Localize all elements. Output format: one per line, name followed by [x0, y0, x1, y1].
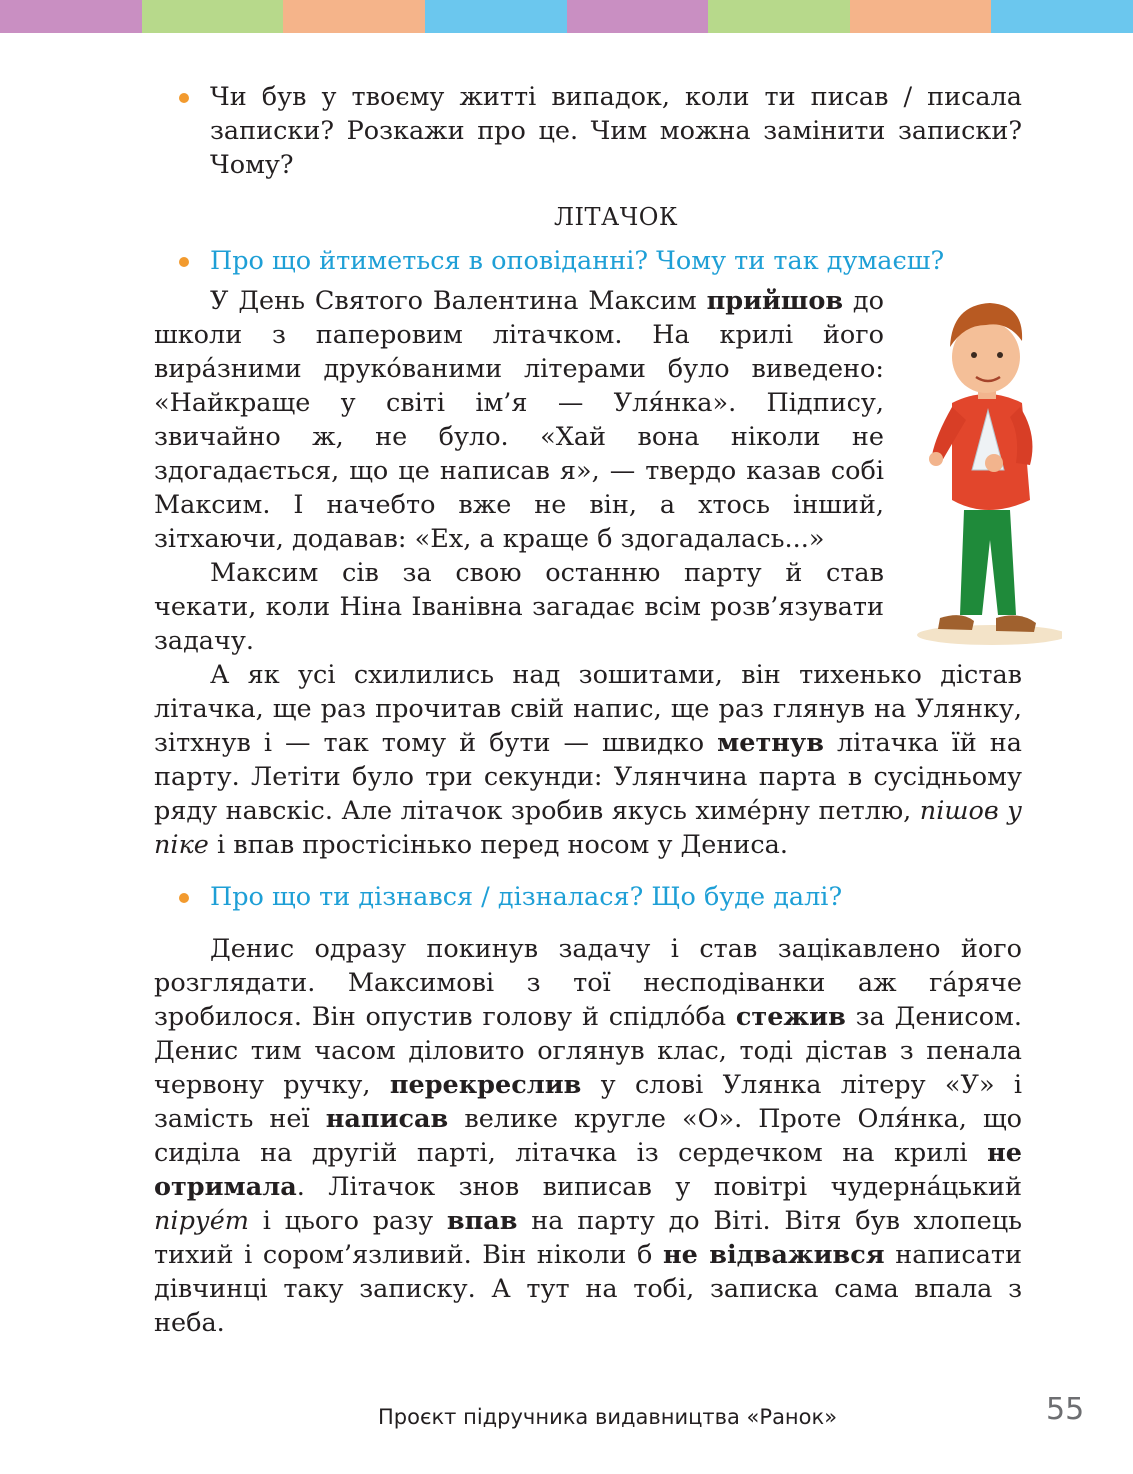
- p3-text-a: А як усі схилились над зошитами, він тихенько дістав літачка, ще раз прочитав свій напис, ще раз глянув на Улянку, зітхнув і — так тому й бути — швидко: [154, 660, 1022, 758]
- question-before-reading: [154, 244, 1022, 278]
- bullet-dot-icon: [179, 93, 189, 103]
- p4-bold-6: не відважився: [662, 1240, 885, 1270]
- question-after-text: Про що ти дізнався / дізналася? Що буде далі?: [210, 882, 843, 912]
- p4-bold-3: написав: [325, 1104, 449, 1134]
- stripe-2: [142, 0, 284, 33]
- paragraph-3: [154, 658, 1022, 862]
- intro-question-text: Чи був у твоєму житті випадок, коли ти писав / писала записки? Розкажи про це. Чим можна замінити записки? Чому?: [210, 82, 1022, 180]
- intro-question: [154, 80, 1022, 182]
- top-color-stripes: [0, 0, 1133, 33]
- text-beside-illustration: [154, 284, 1022, 658]
- right-hand: [985, 454, 1003, 472]
- p1-text-a: У День Святого Валентина Максим: [210, 286, 707, 316]
- boy-with-paper-airplane-illustration: [912, 285, 1062, 645]
- green-trousers: [960, 510, 1016, 615]
- right-shoe: [996, 615, 1036, 632]
- stripe-7: [850, 0, 992, 33]
- p4-bold-2: перекреслив: [389, 1070, 582, 1100]
- p4-text-k: і цього разу: [248, 1206, 447, 1236]
- p4-text-m: на парту до Віті. Вітя був хлопець тихий і сором’язливий. Він ніколи б: [154, 1206, 1022, 1270]
- stripe-6: [708, 0, 850, 33]
- stripe-5: [567, 0, 709, 33]
- story-title: ЛІТАЧОК: [554, 203, 678, 231]
- left-hand: [929, 452, 943, 466]
- p1-text-c: до школи з паперовим літачком. На крилі його вира́зними друко́ваними літерами було виведено: «Найкраще у світі ім’я — Уля́нка». Підпису, звичайно ж, не було. «Хай вона ніколи не здогадається, що це написав я», — твердо казав собі Максим. І начебто вже не він, а хтось інший, зітхаючи, додавав: «Ех, а краще б здогадалась...»: [154, 286, 884, 554]
- p3-text-e: і впав простісінько перед носом у Дениса.: [208, 830, 788, 860]
- page-content: [154, 80, 1022, 1340]
- p4-text-a: Денис одразу покинув задачу і став зацікавлено його розглядати. Максимові з тої несподіванки аж га́ряче зробилося. Він опустив голову й спідло́ба: [154, 934, 1022, 1032]
- p4-bold-1: стежив: [735, 1002, 846, 1032]
- left-shoe: [938, 615, 974, 630]
- p4-bold-4: не отримала: [154, 1138, 1022, 1202]
- stripe-4: [425, 0, 567, 33]
- left-eye: [971, 352, 977, 358]
- p4-italic-1: піруе́т: [154, 1206, 249, 1236]
- p4-text-c: за Денисом. Денис тим часом діловито оглянув клас, тоді дістав з пенала червону ручку,: [154, 1002, 1022, 1100]
- stripe-8: [991, 0, 1133, 33]
- paragraph-1: [154, 284, 884, 556]
- question-before-text: Про що йтиметься в оповіданні? Чому ти так думаєш?: [210, 246, 945, 276]
- p3-italic-1: пішов у піке: [154, 796, 1022, 860]
- p4-text-o: написати дівчинці таку записку. А тут на тобі, записка сама впала з неба.: [154, 1240, 1022, 1338]
- p3-bold-1: метнув: [717, 728, 824, 758]
- paragraph-2: Максим сів за свою останню парту й став чекати, коли Ніна Іванівна загадає всім розв’язувати задачу.: [154, 558, 884, 656]
- right-eye: [997, 352, 1003, 358]
- bullet-dot-icon: [179, 257, 189, 267]
- p1-bold-1: прийшов: [706, 286, 844, 316]
- page-number: 55: [1046, 1392, 1085, 1427]
- footer-publisher-text: Проєкт підручника видавництва «Ранок»: [378, 1405, 838, 1429]
- p4-text-g: велике кругле «О». Проте Оля́нка, що сиділа на другій парті, літачка із сердечком на крилі: [154, 1104, 1023, 1168]
- p4-bold-5: впав: [446, 1206, 518, 1236]
- stripe-1: [0, 0, 142, 33]
- bullet-dot-icon: [179, 893, 189, 903]
- p4-text-i: . Літачок знов виписав у повітрі чудерна́цький: [296, 1172, 1022, 1202]
- paragraph-4: [154, 932, 1022, 1340]
- question-after-reading: [154, 880, 1022, 914]
- p4-text-e: у слові Улянка літеру «У» і замість неї: [154, 1070, 1022, 1134]
- stripe-3: [283, 0, 425, 33]
- p3-text-c: літачка їй на парту. Летіти було три секунди: Улянчина парта в сусідньому ряду навскіс. Але літачок зробив якусь химе́рну петлю,: [154, 728, 1022, 826]
